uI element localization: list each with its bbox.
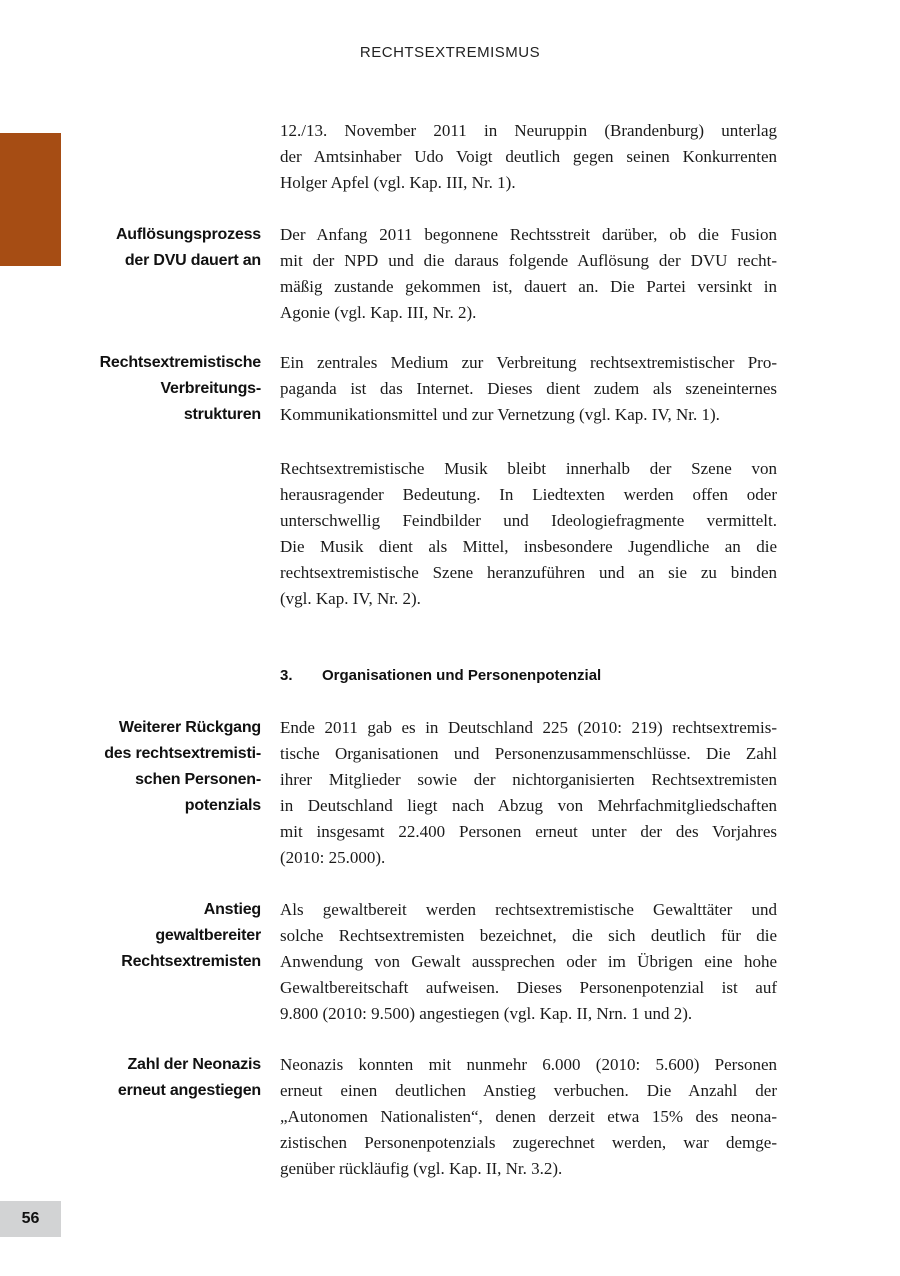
margin-note-line: Auflösungsprozess	[115, 226, 261, 243]
body-paragraph	[280, 222, 777, 326]
margin-note	[61, 897, 261, 975]
paragraph-line: Neonazis konnten mit nunmehr 6.000 (2010: 5.600) Personen	[280, 1055, 777, 1074]
body-paragraph	[280, 1052, 777, 1182]
margin-note-line: strukturen	[183, 406, 261, 423]
paragraph-line: herausragender Bedeutung. In Liedtexten werden offen oder	[280, 485, 777, 504]
paragraph-line: Als gewaltbereit werden rechtsextremistische Gewalttäter und	[280, 900, 777, 919]
body-paragraph	[280, 897, 777, 1027]
paragraph-line: Gewaltbereitschaft aufweisen. Dieses Personenpotenzial ist auf	[280, 978, 777, 997]
paragraph-line: Rechtsextremistische Musik bleibt innerhalb der Szene von	[280, 459, 777, 478]
paragraph-line: solche Rechtsextremisten bezeichnet, die sich deutlich für die	[280, 926, 777, 945]
paragraph-line: rechtsextremistische Szene heranzuführen und an sie zu binden	[280, 563, 777, 582]
paragraph-line: 9.800 (2010: 9.500) angestiegen (vgl. Kap. II, Nrn. 1 und 2).	[280, 1004, 693, 1023]
margin-note-line: der DVU dauert an	[124, 252, 261, 269]
margin-note	[61, 222, 261, 274]
paragraph-line: Agonie (vgl. Kap. III, Nr. 2).	[280, 303, 477, 322]
body-paragraph	[280, 715, 777, 871]
paragraph-line: Kommunikationsmittel und zur Vernetzung (vgl. Kap. IV, Nr. 1).	[280, 405, 720, 424]
paragraph-line: (vgl. Kap. IV, Nr. 2).	[280, 589, 421, 608]
margin-note	[61, 715, 261, 819]
paragraph-line: mit insgesamt 22.400 Personen erneut unter der des Vorjahres	[280, 822, 777, 841]
running-header: RECHTSEXTREMISMUS	[359, 44, 541, 61]
paragraph-line: in Deutschland liegt nach Abzug von Mehrfachmitgliedschaften	[280, 796, 777, 815]
paragraph-line: Der Anfang 2011 begonnene Rechtsstreit darüber, ob die Fusion	[280, 225, 777, 244]
paragraph-line: mäßig zustande gekommen ist, dauert an. Die Partei versinkt in	[280, 277, 777, 296]
margin-note-line: Weiterer Rückgang	[118, 719, 261, 736]
paragraph-line: (2010: 25.000).	[280, 848, 386, 867]
paragraph-line: paganda ist das Internet. Dieses dient zudem als szeneinternes	[280, 379, 777, 398]
paragraph-line: 12./13. November 2011 in Neuruppin (Brandenburg) unterlag	[280, 121, 777, 140]
margin-note-line: Verbreitungs-	[160, 380, 261, 397]
margin-note-line: erneut angestiegen	[117, 1082, 261, 1099]
paragraph-line: „Autonomen Nationalisten“, denen derzeit etwa 15% des neona-	[280, 1107, 777, 1126]
margin-note-line: Anstieg	[203, 901, 261, 918]
section-number: 3.	[280, 667, 293, 684]
paragraph-line: tische Organisationen und Personenzusammenschlüsse. Die Zahl	[280, 744, 777, 763]
page-number: 56	[0, 1201, 61, 1237]
paragraph-line: erneut einen deutlichen Anstieg verbuchen. Die Anzahl der	[280, 1081, 777, 1100]
paragraph-line: der Amtsinhaber Udo Voigt deutlich gegen seinen Konkurrenten	[280, 147, 777, 166]
paragraph-line: genüber rückläufig (vgl. Kap. II, Nr. 3.2).	[280, 1159, 563, 1178]
body-paragraph	[280, 350, 777, 428]
paragraph-line: Die Musik dient als Mittel, insbesondere Jugendliche an die	[280, 537, 777, 556]
margin-note-line: Rechtsextremistische	[99, 354, 261, 371]
paragraph-line: Ende 2011 gab es in Deutschland 225 (2010: 219) rechtsextremis-	[280, 718, 777, 737]
section-heading	[280, 663, 601, 689]
paragraph-line: Holger Apfel (vgl. Kap. III, Nr. 1).	[280, 173, 516, 192]
paragraph-line: mit der NPD und die daraus folgende Auflösung der DVU recht-	[280, 251, 777, 270]
paragraph-line: unterschwellig Feindbilder und Ideologiefragmente vermittelt.	[280, 511, 777, 530]
body-paragraph	[280, 456, 777, 612]
paragraph-line: zistischen Personenpotenzials zugerechnet werden, war demge-	[280, 1133, 777, 1152]
body-paragraph	[280, 118, 777, 196]
paragraph-line: Ein zentrales Medium zur Verbreitung rechtsextremistischer Pro-	[280, 353, 777, 372]
margin-note-line: des rechtsextremisti-	[104, 745, 261, 762]
margin-note-line: gewaltbereiter	[155, 927, 261, 944]
paragraph-line: Anwendung von Gewalt aussprechen oder im Übrigen eine hohe	[280, 952, 777, 971]
margin-note-line: potenzials	[184, 797, 261, 814]
margin-note-line: Zahl der Neonazis	[127, 1056, 261, 1073]
margin-note	[61, 350, 261, 428]
paragraph-line: ihrer Mitglieder sowie der nichtorganisierten Rechtsextremisten	[280, 770, 777, 789]
section-title: Organisationen und Personenpotenzial	[322, 667, 602, 684]
margin-note-line: Rechtsextremisten	[121, 953, 261, 970]
margin-note	[61, 1052, 261, 1104]
chapter-tab-marker	[0, 133, 61, 266]
margin-note-line: schen Personen-	[135, 771, 261, 788]
